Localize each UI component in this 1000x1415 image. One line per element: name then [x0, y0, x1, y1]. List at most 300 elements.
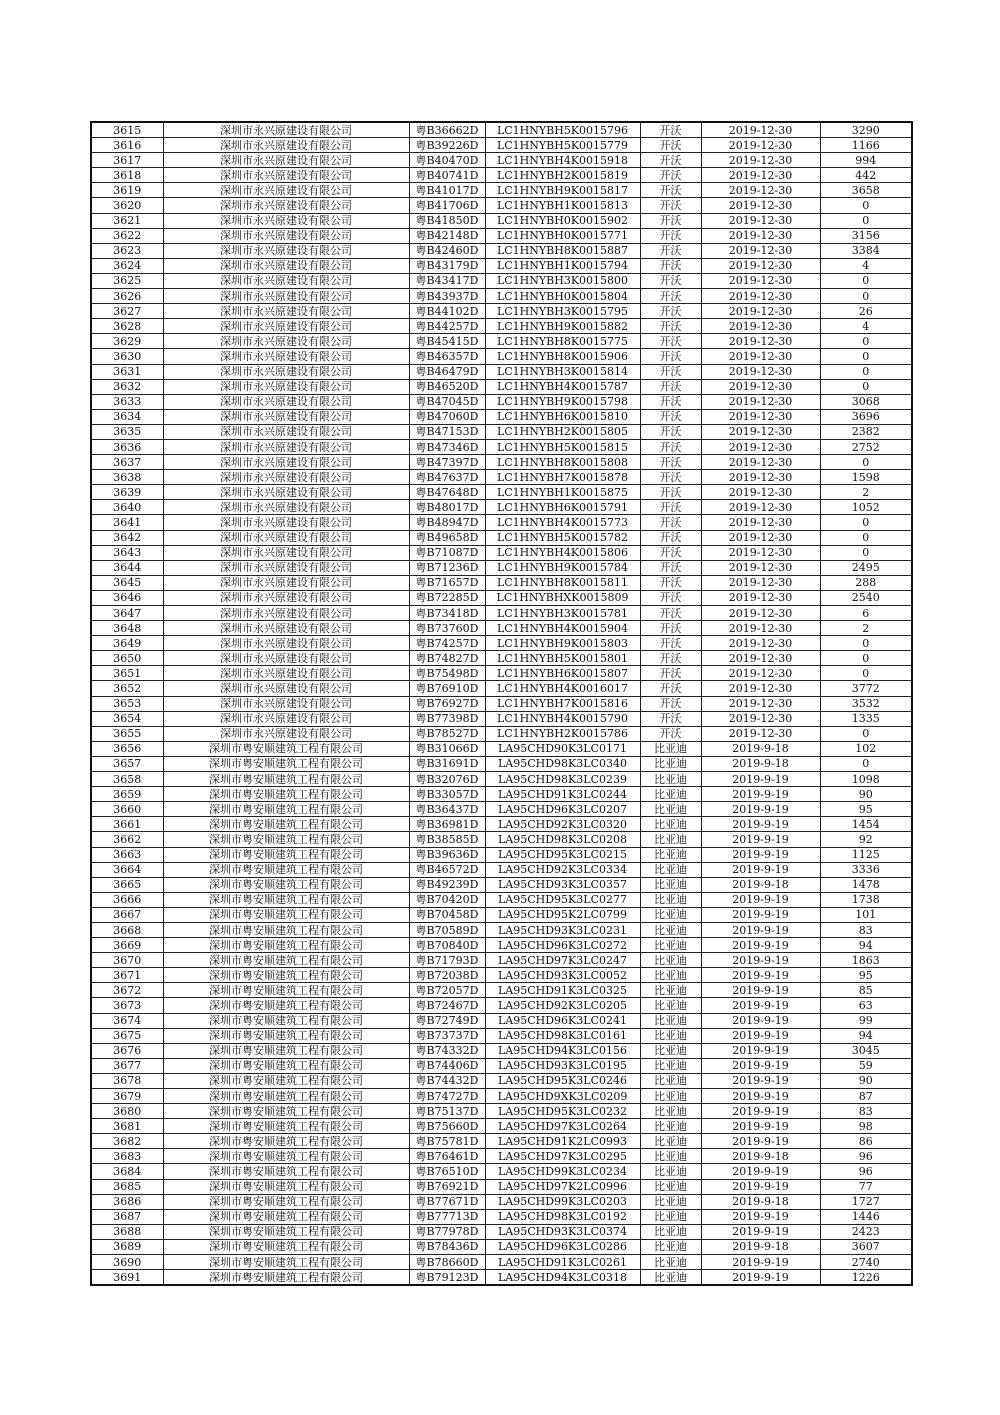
- table-row: [91, 258, 912, 273]
- vin-cell: LA95CHD96K3LC0286: [485, 1239, 640, 1254]
- row-number-cell: 3665: [91, 877, 163, 892]
- mileage-cell: 0: [820, 379, 912, 394]
- row-number-cell: 3615: [91, 122, 163, 138]
- plate-cell: 粤B77713D: [409, 1209, 485, 1224]
- company-cell: 深圳市永兴原建设有限公司: [163, 666, 409, 681]
- date-cell: 2019-9-19: [701, 1119, 820, 1134]
- mileage-cell: 0: [820, 636, 912, 651]
- row-number-cell: 3672: [91, 983, 163, 998]
- mileage-cell: 94: [820, 1028, 912, 1043]
- company-cell: 深圳市粤安顺建筑工程有限公司: [163, 907, 409, 922]
- row-number-cell: 3619: [91, 183, 163, 198]
- mileage-cell: 3658: [820, 183, 912, 198]
- vin-cell: LA95CHD98K3LC0208: [485, 832, 640, 847]
- company-cell: 深圳市永兴原建设有限公司: [163, 228, 409, 243]
- plate-cell: 粤B46357D: [409, 349, 485, 364]
- row-number-cell: 3646: [91, 590, 163, 605]
- date-cell: 2019-12-30: [701, 545, 820, 560]
- brand-cell: 开沃: [640, 651, 701, 666]
- row-number-cell: 3621: [91, 213, 163, 228]
- date-cell: 2019-12-30: [701, 394, 820, 409]
- vin-cell: LA95CHD99K3LC0234: [485, 1164, 640, 1179]
- mileage-cell: 2495: [820, 560, 912, 575]
- mileage-cell: 1478: [820, 877, 912, 892]
- company-cell: 深圳市永兴原建设有限公司: [163, 213, 409, 228]
- row-number-cell: 3679: [91, 1089, 163, 1104]
- table-row: [91, 968, 912, 983]
- row-number-cell: 3639: [91, 485, 163, 500]
- date-cell: 2019-9-19: [701, 802, 820, 817]
- mileage-cell: 3772: [820, 681, 912, 696]
- brand-cell: 比亚迪: [640, 847, 701, 862]
- date-cell: 2019-12-30: [701, 304, 820, 319]
- date-cell: 2019-12-30: [701, 575, 820, 590]
- plate-cell: 粤B43417D: [409, 273, 485, 288]
- date-cell: 2019-9-19: [701, 938, 820, 953]
- plate-cell: 粤B45415D: [409, 334, 485, 349]
- plate-cell: 粤B72749D: [409, 1013, 485, 1028]
- company-cell: 深圳市永兴原建设有限公司: [163, 243, 409, 258]
- brand-cell: 开沃: [640, 666, 701, 681]
- date-cell: 2019-12-30: [701, 122, 820, 138]
- company-cell: 深圳市粤安顺建筑工程有限公司: [163, 1224, 409, 1239]
- brand-cell: 开沃: [640, 696, 701, 711]
- row-number-cell: 3651: [91, 666, 163, 681]
- table-row: [91, 470, 912, 485]
- table-row: [91, 394, 912, 409]
- plate-cell: 粤B47346D: [409, 439, 485, 454]
- row-number-cell: 3686: [91, 1194, 163, 1209]
- plate-cell: 粤B72038D: [409, 968, 485, 983]
- plate-cell: 粤B74727D: [409, 1089, 485, 1104]
- date-cell: 2019-9-19: [701, 1013, 820, 1028]
- table-row: [91, 1270, 912, 1286]
- date-cell: 2019-12-30: [701, 636, 820, 651]
- date-cell: 2019-9-19: [701, 1270, 820, 1286]
- row-number-cell: 3657: [91, 756, 163, 771]
- row-number-cell: 3633: [91, 394, 163, 409]
- plate-cell: 粤B44102D: [409, 304, 485, 319]
- mileage-cell: 3532: [820, 696, 912, 711]
- date-cell: 2019-9-19: [701, 1255, 820, 1270]
- vin-cell: LC1HNYBH2K0015786: [485, 726, 640, 741]
- mileage-cell: 0: [820, 349, 912, 364]
- mileage-cell: 0: [820, 213, 912, 228]
- date-cell: 2019-9-19: [701, 953, 820, 968]
- table-row: [91, 424, 912, 439]
- brand-cell: 开沃: [640, 289, 701, 304]
- table-row: [91, 409, 912, 424]
- brand-cell: 开沃: [640, 334, 701, 349]
- brand-cell: 比亚迪: [640, 968, 701, 983]
- vin-cell: LA95CHD91K3LC0325: [485, 983, 640, 998]
- vin-cell: LA95CHD97K3LC0295: [485, 1149, 640, 1164]
- company-cell: 深圳市永兴原建设有限公司: [163, 470, 409, 485]
- mileage-cell: 0: [820, 198, 912, 213]
- vin-cell: LC1HNYBH1K0015813: [485, 198, 640, 213]
- row-number-cell: 3624: [91, 258, 163, 273]
- company-cell: 深圳市粤安顺建筑工程有限公司: [163, 802, 409, 817]
- row-number-cell: 3675: [91, 1028, 163, 1043]
- table-row: [91, 1149, 912, 1164]
- plate-cell: 粤B71087D: [409, 545, 485, 560]
- company-cell: 深圳市永兴原建设有限公司: [163, 198, 409, 213]
- row-number-cell: 3637: [91, 455, 163, 470]
- brand-cell: 比亚迪: [640, 1073, 701, 1088]
- mileage-cell: 3336: [820, 862, 912, 877]
- plate-cell: 粤B72057D: [409, 983, 485, 998]
- date-cell: 2019-12-30: [701, 560, 820, 575]
- brand-cell: 开沃: [640, 726, 701, 741]
- table-row: [91, 289, 912, 304]
- row-number-cell: 3650: [91, 651, 163, 666]
- vin-cell: LA95CHD92K3LC0334: [485, 862, 640, 877]
- company-cell: 深圳市永兴原建设有限公司: [163, 711, 409, 726]
- mileage-cell: 0: [820, 334, 912, 349]
- vin-cell: LC1HNYBH0K0015804: [485, 289, 640, 304]
- brand-cell: 开沃: [640, 485, 701, 500]
- mileage-cell: 0: [820, 455, 912, 470]
- row-number-cell: 3683: [91, 1149, 163, 1164]
- date-cell: 2019-12-30: [701, 349, 820, 364]
- mileage-cell: 288: [820, 575, 912, 590]
- row-number-cell: 3684: [91, 1164, 163, 1179]
- row-number-cell: 3616: [91, 138, 163, 153]
- table-row: [91, 711, 912, 726]
- vin-cell: LC1HNYBH9K0015882: [485, 319, 640, 334]
- vin-cell: LC1HNYBH0K0015902: [485, 213, 640, 228]
- brand-cell: 开沃: [640, 500, 701, 515]
- date-cell: 2019-9-19: [701, 1043, 820, 1058]
- date-cell: 2019-9-18: [701, 756, 820, 771]
- plate-cell: 粤B74332D: [409, 1043, 485, 1058]
- plate-cell: 粤B76461D: [409, 1149, 485, 1164]
- brand-cell: 开沃: [640, 681, 701, 696]
- vin-cell: LA95CHD94K3LC0318: [485, 1270, 640, 1286]
- vin-cell: LC1HNYBH8K0015811: [485, 575, 640, 590]
- company-cell: 深圳市永兴原建设有限公司: [163, 168, 409, 183]
- date-cell: 2019-9-19: [701, 1224, 820, 1239]
- mileage-cell: 1454: [820, 817, 912, 832]
- mileage-cell: 90: [820, 787, 912, 802]
- row-number-cell: 3682: [91, 1134, 163, 1149]
- plate-cell: 粤B43937D: [409, 289, 485, 304]
- date-cell: 2019-12-30: [701, 439, 820, 454]
- vin-cell: LC1HNYBH9K0015803: [485, 636, 640, 651]
- brand-cell: 比亚迪: [640, 802, 701, 817]
- company-cell: 深圳市粤安顺建筑工程有限公司: [163, 1134, 409, 1149]
- brand-cell: 开沃: [640, 455, 701, 470]
- date-cell: 2019-9-19: [701, 832, 820, 847]
- mileage-cell: 0: [820, 289, 912, 304]
- table-row: [91, 1239, 912, 1254]
- table-row: [91, 364, 912, 379]
- company-cell: 深圳市永兴原建设有限公司: [163, 394, 409, 409]
- row-number-cell: 3689: [91, 1239, 163, 1254]
- company-cell: 深圳市永兴原建设有限公司: [163, 289, 409, 304]
- date-cell: 2019-12-30: [701, 455, 820, 470]
- table-row: [91, 651, 912, 666]
- table-row: [91, 213, 912, 228]
- row-number-cell: 3626: [91, 289, 163, 304]
- vin-cell: LC1HNYBH9K0015798: [485, 394, 640, 409]
- date-cell: 2019-12-30: [701, 726, 820, 741]
- table-row: [91, 1194, 912, 1209]
- date-cell: 2019-12-30: [701, 681, 820, 696]
- company-cell: 深圳市永兴原建设有限公司: [163, 500, 409, 515]
- plate-cell: 粤B42148D: [409, 228, 485, 243]
- plate-cell: 粤B73418D: [409, 606, 485, 621]
- date-cell: 2019-12-30: [701, 213, 820, 228]
- table-row: [91, 530, 912, 545]
- row-number-cell: 3691: [91, 1270, 163, 1286]
- brand-cell: 开沃: [640, 304, 701, 319]
- mileage-cell: 98: [820, 1119, 912, 1134]
- mileage-cell: 83: [820, 922, 912, 937]
- brand-cell: 开沃: [640, 273, 701, 288]
- company-cell: 深圳市粤安顺建筑工程有限公司: [163, 877, 409, 892]
- plate-cell: 粤B71793D: [409, 953, 485, 968]
- vin-cell: LC1HNYBHXK0015809: [485, 590, 640, 605]
- plate-cell: 粤B78436D: [409, 1239, 485, 1254]
- brand-cell: 开沃: [640, 319, 701, 334]
- row-number-cell: 3627: [91, 304, 163, 319]
- table-row: [91, 922, 912, 937]
- vin-cell: LA95CHD95K3LC0246: [485, 1073, 640, 1088]
- brand-cell: 开沃: [640, 168, 701, 183]
- brand-cell: 比亚迪: [640, 772, 701, 787]
- vin-cell: LC1HNYBH8K0015808: [485, 455, 640, 470]
- date-cell: 2019-12-30: [701, 334, 820, 349]
- vin-cell: LC1HNYBH1K0015794: [485, 258, 640, 273]
- vin-cell: LC1HNYBH4K0015773: [485, 515, 640, 530]
- date-cell: 2019-9-19: [701, 847, 820, 862]
- plate-cell: 粤B70589D: [409, 922, 485, 937]
- mileage-cell: 1226: [820, 1270, 912, 1286]
- table-row: [91, 787, 912, 802]
- vin-cell: LA95CHD98K3LC0340: [485, 756, 640, 771]
- row-number-cell: 3636: [91, 439, 163, 454]
- row-number-cell: 3625: [91, 273, 163, 288]
- date-cell: 2019-12-30: [701, 289, 820, 304]
- table-row: [91, 560, 912, 575]
- mileage-cell: 2: [820, 621, 912, 636]
- company-cell: 深圳市永兴原建设有限公司: [163, 530, 409, 545]
- mileage-cell: 2423: [820, 1224, 912, 1239]
- vin-cell: LC1HNYBH5K0015801: [485, 651, 640, 666]
- date-cell: 2019-9-18: [701, 1194, 820, 1209]
- mileage-cell: 4: [820, 258, 912, 273]
- plate-cell: 粤B70420D: [409, 892, 485, 907]
- brand-cell: 比亚迪: [640, 1270, 701, 1286]
- company-cell: 深圳市永兴原建设有限公司: [163, 334, 409, 349]
- mileage-cell: 0: [820, 726, 912, 741]
- company-cell: 深圳市粤安顺建筑工程有限公司: [163, 862, 409, 877]
- plate-cell: 粤B47397D: [409, 455, 485, 470]
- date-cell: 2019-12-30: [701, 228, 820, 243]
- date-cell: 2019-12-30: [701, 666, 820, 681]
- mileage-cell: 442: [820, 168, 912, 183]
- company-cell: 深圳市粤安顺建筑工程有限公司: [163, 1255, 409, 1270]
- company-cell: 深圳市粤安顺建筑工程有限公司: [163, 756, 409, 771]
- row-number-cell: 3635: [91, 424, 163, 439]
- mileage-cell: 0: [820, 273, 912, 288]
- mileage-cell: 1166: [820, 138, 912, 153]
- date-cell: 2019-9-19: [701, 968, 820, 983]
- vin-cell: LC1HNYBH4K0015904: [485, 621, 640, 636]
- table-row: [91, 953, 912, 968]
- plate-cell: 粤B48017D: [409, 500, 485, 515]
- plate-cell: 粤B49239D: [409, 877, 485, 892]
- row-number-cell: 3662: [91, 832, 163, 847]
- brand-cell: 开沃: [640, 394, 701, 409]
- date-cell: 2019-12-30: [701, 319, 820, 334]
- brand-cell: 比亚迪: [640, 862, 701, 877]
- vin-cell: LC1HNYBH5K0015782: [485, 530, 640, 545]
- plate-cell: 粤B77978D: [409, 1224, 485, 1239]
- mileage-cell: 94: [820, 938, 912, 953]
- table-row: [91, 1013, 912, 1028]
- brand-cell: 比亚迪: [640, 1164, 701, 1179]
- row-number-cell: 3680: [91, 1104, 163, 1119]
- plate-cell: 粤B48947D: [409, 515, 485, 530]
- mileage-cell: 0: [820, 651, 912, 666]
- company-cell: 深圳市粤安顺建筑工程有限公司: [163, 1028, 409, 1043]
- vin-cell: LA95CHD9XK3LC0209: [485, 1089, 640, 1104]
- date-cell: 2019-9-19: [701, 1134, 820, 1149]
- date-cell: 2019-12-30: [701, 183, 820, 198]
- brand-cell: 开沃: [640, 575, 701, 590]
- company-cell: 深圳市永兴原建设有限公司: [163, 379, 409, 394]
- date-cell: 2019-12-30: [701, 530, 820, 545]
- vin-cell: LC1HNYBH1K0015875: [485, 485, 640, 500]
- company-cell: 深圳市粤安顺建筑工程有限公司: [163, 922, 409, 937]
- brand-cell: 开沃: [640, 470, 701, 485]
- row-number-cell: 3643: [91, 545, 163, 560]
- row-number-cell: 3658: [91, 772, 163, 787]
- row-number-cell: 3667: [91, 907, 163, 922]
- plate-cell: 粤B41706D: [409, 198, 485, 213]
- row-number-cell: 3634: [91, 409, 163, 424]
- date-cell: 2019-12-30: [701, 409, 820, 424]
- table-row: [91, 485, 912, 500]
- row-number-cell: 3631: [91, 364, 163, 379]
- table-row: [91, 666, 912, 681]
- plate-cell: 粤B49658D: [409, 530, 485, 545]
- plate-cell: 粤B41017D: [409, 183, 485, 198]
- date-cell: 2019-9-19: [701, 1058, 820, 1073]
- vin-cell: LC1HNYBH9K0015784: [485, 560, 640, 575]
- vin-cell: LC1HNYBH6K0015807: [485, 666, 640, 681]
- plate-cell: 粤B76910D: [409, 681, 485, 696]
- row-number-cell: 3681: [91, 1119, 163, 1134]
- row-number-cell: 3676: [91, 1043, 163, 1058]
- table-row: [91, 304, 912, 319]
- mileage-cell: 1125: [820, 847, 912, 862]
- plate-cell: 粤B46520D: [409, 379, 485, 394]
- plate-cell: 粤B73760D: [409, 621, 485, 636]
- vin-cell: LA95CHD95K2LC0799: [485, 907, 640, 922]
- date-cell: 2019-9-18: [701, 741, 820, 756]
- company-cell: 深圳市永兴原建设有限公司: [163, 545, 409, 560]
- brand-cell: 开沃: [640, 183, 701, 198]
- brand-cell: 比亚迪: [640, 907, 701, 922]
- brand-cell: 开沃: [640, 243, 701, 258]
- date-cell: 2019-12-30: [701, 198, 820, 213]
- date-cell: 2019-9-19: [701, 907, 820, 922]
- table-row: [91, 455, 912, 470]
- brand-cell: 比亚迪: [640, 787, 701, 802]
- mileage-cell: 2540: [820, 590, 912, 605]
- vin-cell: LA95CHD91K2LC0993: [485, 1134, 640, 1149]
- table-row: [91, 1179, 912, 1194]
- table-row: [91, 636, 912, 651]
- mileage-cell: 90: [820, 1073, 912, 1088]
- company-cell: 深圳市永兴原建设有限公司: [163, 575, 409, 590]
- company-cell: 深圳市永兴原建设有限公司: [163, 319, 409, 334]
- plate-cell: 粤B47060D: [409, 409, 485, 424]
- table-row: [91, 138, 912, 153]
- brand-cell: 比亚迪: [640, 892, 701, 907]
- plate-cell: 粤B47648D: [409, 485, 485, 500]
- brand-cell: 比亚迪: [640, 938, 701, 953]
- table-row: [91, 772, 912, 787]
- company-cell: 深圳市粤安顺建筑工程有限公司: [163, 892, 409, 907]
- plate-cell: 粤B40470D: [409, 153, 485, 168]
- company-cell: 深圳市永兴原建设有限公司: [163, 409, 409, 424]
- mileage-cell: 102: [820, 741, 912, 756]
- date-cell: 2019-9-19: [701, 892, 820, 907]
- plate-cell: 粤B33057D: [409, 787, 485, 802]
- plate-cell: 粤B72285D: [409, 590, 485, 605]
- table-row: [91, 515, 912, 530]
- plate-cell: 粤B36981D: [409, 817, 485, 832]
- mileage-cell: 1052: [820, 500, 912, 515]
- table-row: [91, 1209, 912, 1224]
- vin-cell: LC1HNYBH8K0015887: [485, 243, 640, 258]
- company-cell: 深圳市粤安顺建筑工程有限公司: [163, 1119, 409, 1134]
- company-cell: 深圳市粤安顺建筑工程有限公司: [163, 983, 409, 998]
- vin-cell: LA95CHD93K3LC0195: [485, 1058, 640, 1073]
- mileage-cell: 3607: [820, 1239, 912, 1254]
- table-row: [91, 756, 912, 771]
- date-cell: 2019-12-30: [701, 258, 820, 273]
- date-cell: 2019-12-30: [701, 711, 820, 726]
- date-cell: 2019-12-30: [701, 168, 820, 183]
- company-cell: 深圳市粤安顺建筑工程有限公司: [163, 1149, 409, 1164]
- brand-cell: 开沃: [640, 439, 701, 454]
- row-number-cell: 3630: [91, 349, 163, 364]
- table-row: [91, 1164, 912, 1179]
- company-cell: 深圳市永兴原建设有限公司: [163, 424, 409, 439]
- company-cell: 深圳市永兴原建设有限公司: [163, 696, 409, 711]
- mileage-cell: 59: [820, 1058, 912, 1073]
- date-cell: 2019-9-19: [701, 922, 820, 937]
- table-row: [91, 1043, 912, 1058]
- vin-cell: LA95CHD93K3LC0374: [485, 1224, 640, 1239]
- mileage-cell: 63: [820, 998, 912, 1013]
- row-number-cell: 3671: [91, 968, 163, 983]
- table-row: [91, 1089, 912, 1104]
- row-number-cell: 3644: [91, 560, 163, 575]
- company-cell: 深圳市粤安顺建筑工程有限公司: [163, 1073, 409, 1088]
- brand-cell: 比亚迪: [640, 877, 701, 892]
- brand-cell: 比亚迪: [640, 1134, 701, 1149]
- plate-cell: 粤B41850D: [409, 213, 485, 228]
- row-number-cell: 3674: [91, 1013, 163, 1028]
- vin-cell: LA95CHD92K3LC0205: [485, 998, 640, 1013]
- company-cell: 深圳市永兴原建设有限公司: [163, 485, 409, 500]
